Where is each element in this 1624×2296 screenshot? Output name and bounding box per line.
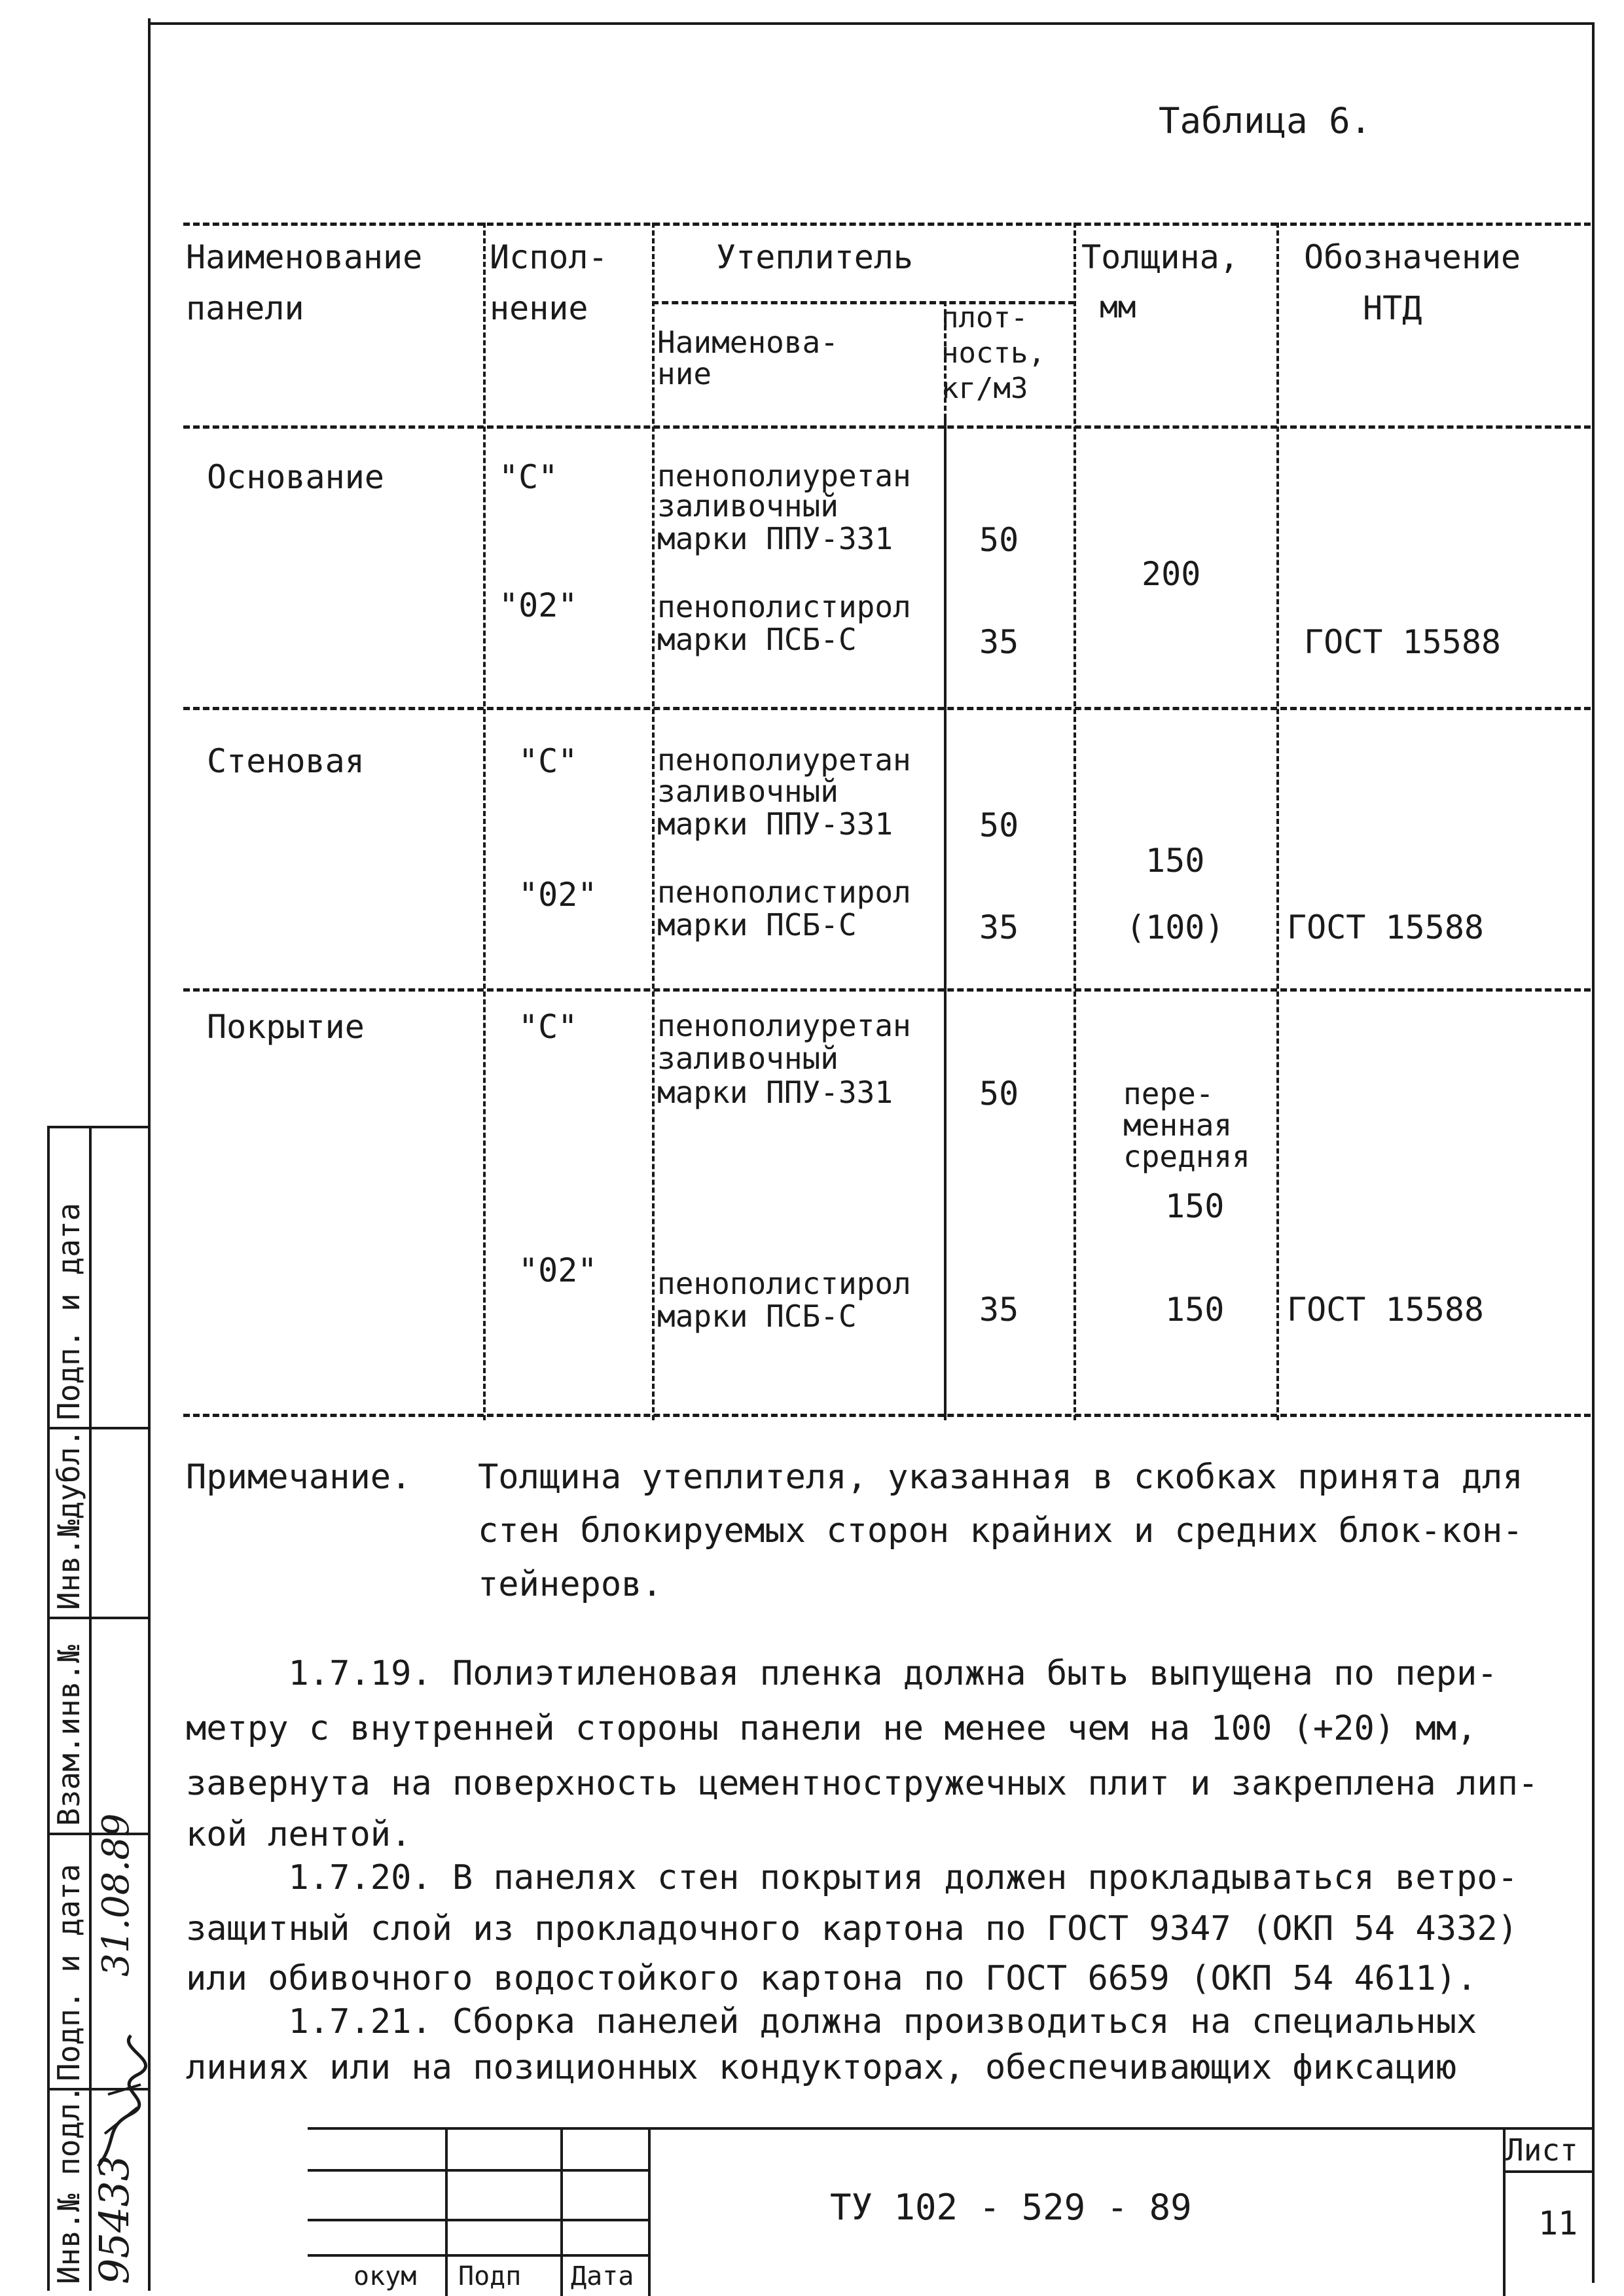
side-label-sign-date-2: Подп. и дата [51,1202,86,1420]
frame-right [1592,22,1595,2283]
stamp-col-1 [445,2127,448,2296]
row3-mat2-l2: марки ПСБ-С [657,1299,857,1334]
stamp-mid-line-1 [308,2169,648,2172]
row1-mat2-l1: пенополистирол [657,589,911,624]
frame-top [148,22,1595,25]
row2-ntd: ГОСТ 15588 [1287,908,1485,946]
header-name-2: панели [186,289,304,327]
row1-panel: Основание [207,458,384,496]
header-density-3: кг/м3 [941,372,1028,405]
row3-exec-2: "02" [518,1251,598,1289]
row1-exec-2: "02" [499,586,578,624]
row2-bottom-border [183,988,1591,992]
paragraph-line-6: защитный слой из прокладочного картона по ГОСТ 9347 (ОКП 54 4332) [186,1909,1518,1948]
stamp-sheet-divider [1503,2170,1595,2173]
col-border-4 [1074,223,1076,1420]
row2-exec-2: "02" [518,876,598,914]
side-inv-number: 95433 [90,2155,138,2284]
col-border-1 [483,223,486,1420]
stamp-sign-cell-1: окум [353,2261,417,2291]
row3-density-2: 35 [979,1291,1019,1329]
row1-mat1-l2: заливочный [657,488,839,524]
stamp-sign-cell-2: Подп [458,2261,522,2291]
note-line-3: тейнеров. [478,1565,662,1604]
side-stamp-top [47,1126,148,1128]
row1-thickness: 200 [1142,555,1201,593]
table-top-border [183,223,1591,226]
paragraph-line-3: завернута на поверхность цементностружечных плит и закреплена лип- [186,1764,1539,1803]
stamp-col-2 [560,2127,563,2296]
row1-density-1: 50 [979,521,1019,559]
note-line-1: Толщина утеплителя, указанная в скобках принята для [478,1458,1523,1497]
paragraph-line-8: 1.7.21. Сборка панелей должна производиться на специальных [186,2002,1477,2041]
header-density-1: плот- [941,301,1028,334]
table-title: Таблица 6. [1159,100,1372,141]
header-insul-name-2: ние [657,356,712,391]
row3-thickness-1b: менная [1123,1107,1233,1143]
row1-exec-1: "С" [499,458,558,496]
stamp-sheet-label: Лист [1506,2132,1578,2168]
row2-mat1-l1: пенополиуретан [657,742,911,778]
side-stamp-line-3 [148,1126,151,2291]
row2-mat1-l2: заливочный [657,774,839,809]
signature-scribble [92,2029,148,2173]
row2-mat1-l3: марки ППУ-331 [657,806,893,842]
row2-thickness-2: (100) [1126,908,1225,946]
header-bottom-border [183,425,1591,429]
header-execution-2: нение [490,289,588,327]
row3-density-1: 50 [979,1075,1019,1113]
row1-mat1-l1: пенополиуретан [657,458,911,493]
stamp-top-line [308,2127,1595,2130]
row2-density-1: 50 [979,806,1019,844]
header-ntd-1: Обозначение [1304,238,1521,276]
header-thickness-2: мм [1100,289,1136,325]
paragraph-line-1: 1.7.19. Полиэтиленовая пленка должна быть выпущена по пери- [186,1654,1498,1693]
row2-exec-1: "С" [518,742,578,780]
row3-thickness-1a: пере- [1123,1076,1214,1111]
paragraph-line-9: линиях или на позиционных кондукторах, обеспечивающих фиксацию [186,2048,1457,2087]
row1-density-2: 35 [979,623,1019,661]
paragraph-line-7: или обивочного водостойкого картона по ГОСТ 6659 (ОКП 54 4611). [186,1959,1477,1998]
stamp-mid-line-2 [308,2219,648,2221]
side-label-replace-inv: Взам.инв.№ [51,1645,86,1826]
row3-thickness-1d: 150 [1165,1187,1225,1225]
header-thickness-1: Толщина, [1081,238,1239,276]
row1-mat1-l3: марки ППУ-331 [657,521,893,556]
note-label: Примечание. [186,1458,412,1497]
side-label-inv-dup: Инв.№дубл. [51,1429,86,1610]
row2-density-2: 35 [979,908,1019,946]
row3-exec-1: "С" [518,1008,578,1046]
stamp-doc-code: ТУ 102 - 529 - 89 [830,2187,1192,2228]
paragraph-line-2: метру с внутренней стороны панели не менее чем на 100 (+20) мм, [186,1709,1477,1748]
row2-thickness-1: 150 [1146,842,1205,880]
header-insul-name-1: Наименова- [657,325,839,360]
header-execution-1: Испол- [490,238,608,276]
row2-mat2-l1: пенополистирол [657,874,911,910]
row3-mat1-l1: пенополиуретан [657,1008,911,1043]
row3-mat1-l3: марки ППУ-331 [657,1075,893,1110]
side-stamp-line-1 [47,1126,50,2291]
header-name-1: Наименование [186,238,423,276]
row3-thickness-2: 150 [1165,1291,1225,1329]
paragraph-line-5: 1.7.20. В панелях стен покрытия должен прокладываться ветро- [186,1858,1518,1897]
row3-ntd: ГОСТ 15588 [1287,1291,1485,1329]
side-label-inv-orig: Инв.№ подл. [51,2085,86,2284]
row3-panel: Покрытие [207,1008,365,1046]
row1-mat2-l2: марки ПСБ-С [657,622,857,657]
header-ntd-2: НТД [1363,289,1422,327]
row1-bottom-border [183,707,1591,710]
side-date: 31.08.89 [95,1813,137,1977]
col-border-2 [652,223,655,1420]
row3-thickness-1c: средняя [1123,1139,1250,1174]
col-border-3b [944,419,947,1420]
stamp-col-3 [648,2127,651,2296]
side-label-sign-date-1: Подп. и дата [51,1863,86,2081]
row2-mat2-l2: марки ПСБ-С [657,907,857,942]
col-border-5 [1276,223,1279,1420]
stamp-mid-line-3 [308,2254,648,2257]
row1-ntd: ГОСТ 15588 [1304,623,1502,661]
side-stamp-sep-2 [47,1617,148,1619]
header-density-2: ность, [941,336,1045,370]
row2-panel: Стеновая [207,742,365,780]
note-line-2: стен блокируемых сторон крайних и средних блок-кон- [478,1511,1523,1551]
table-bottom-border [183,1414,1591,1417]
row3-mat2-l1: пенополистирол [657,1266,911,1301]
paragraph-line-4: кой лентой. [186,1815,412,1854]
stamp-sheet-number: 11 [1538,2204,1578,2242]
stamp-sign-cell-3: Дата [571,2261,634,2291]
header-insulation: Утеплитель [716,238,914,276]
row3-mat1-l2: заливочный [657,1041,839,1076]
